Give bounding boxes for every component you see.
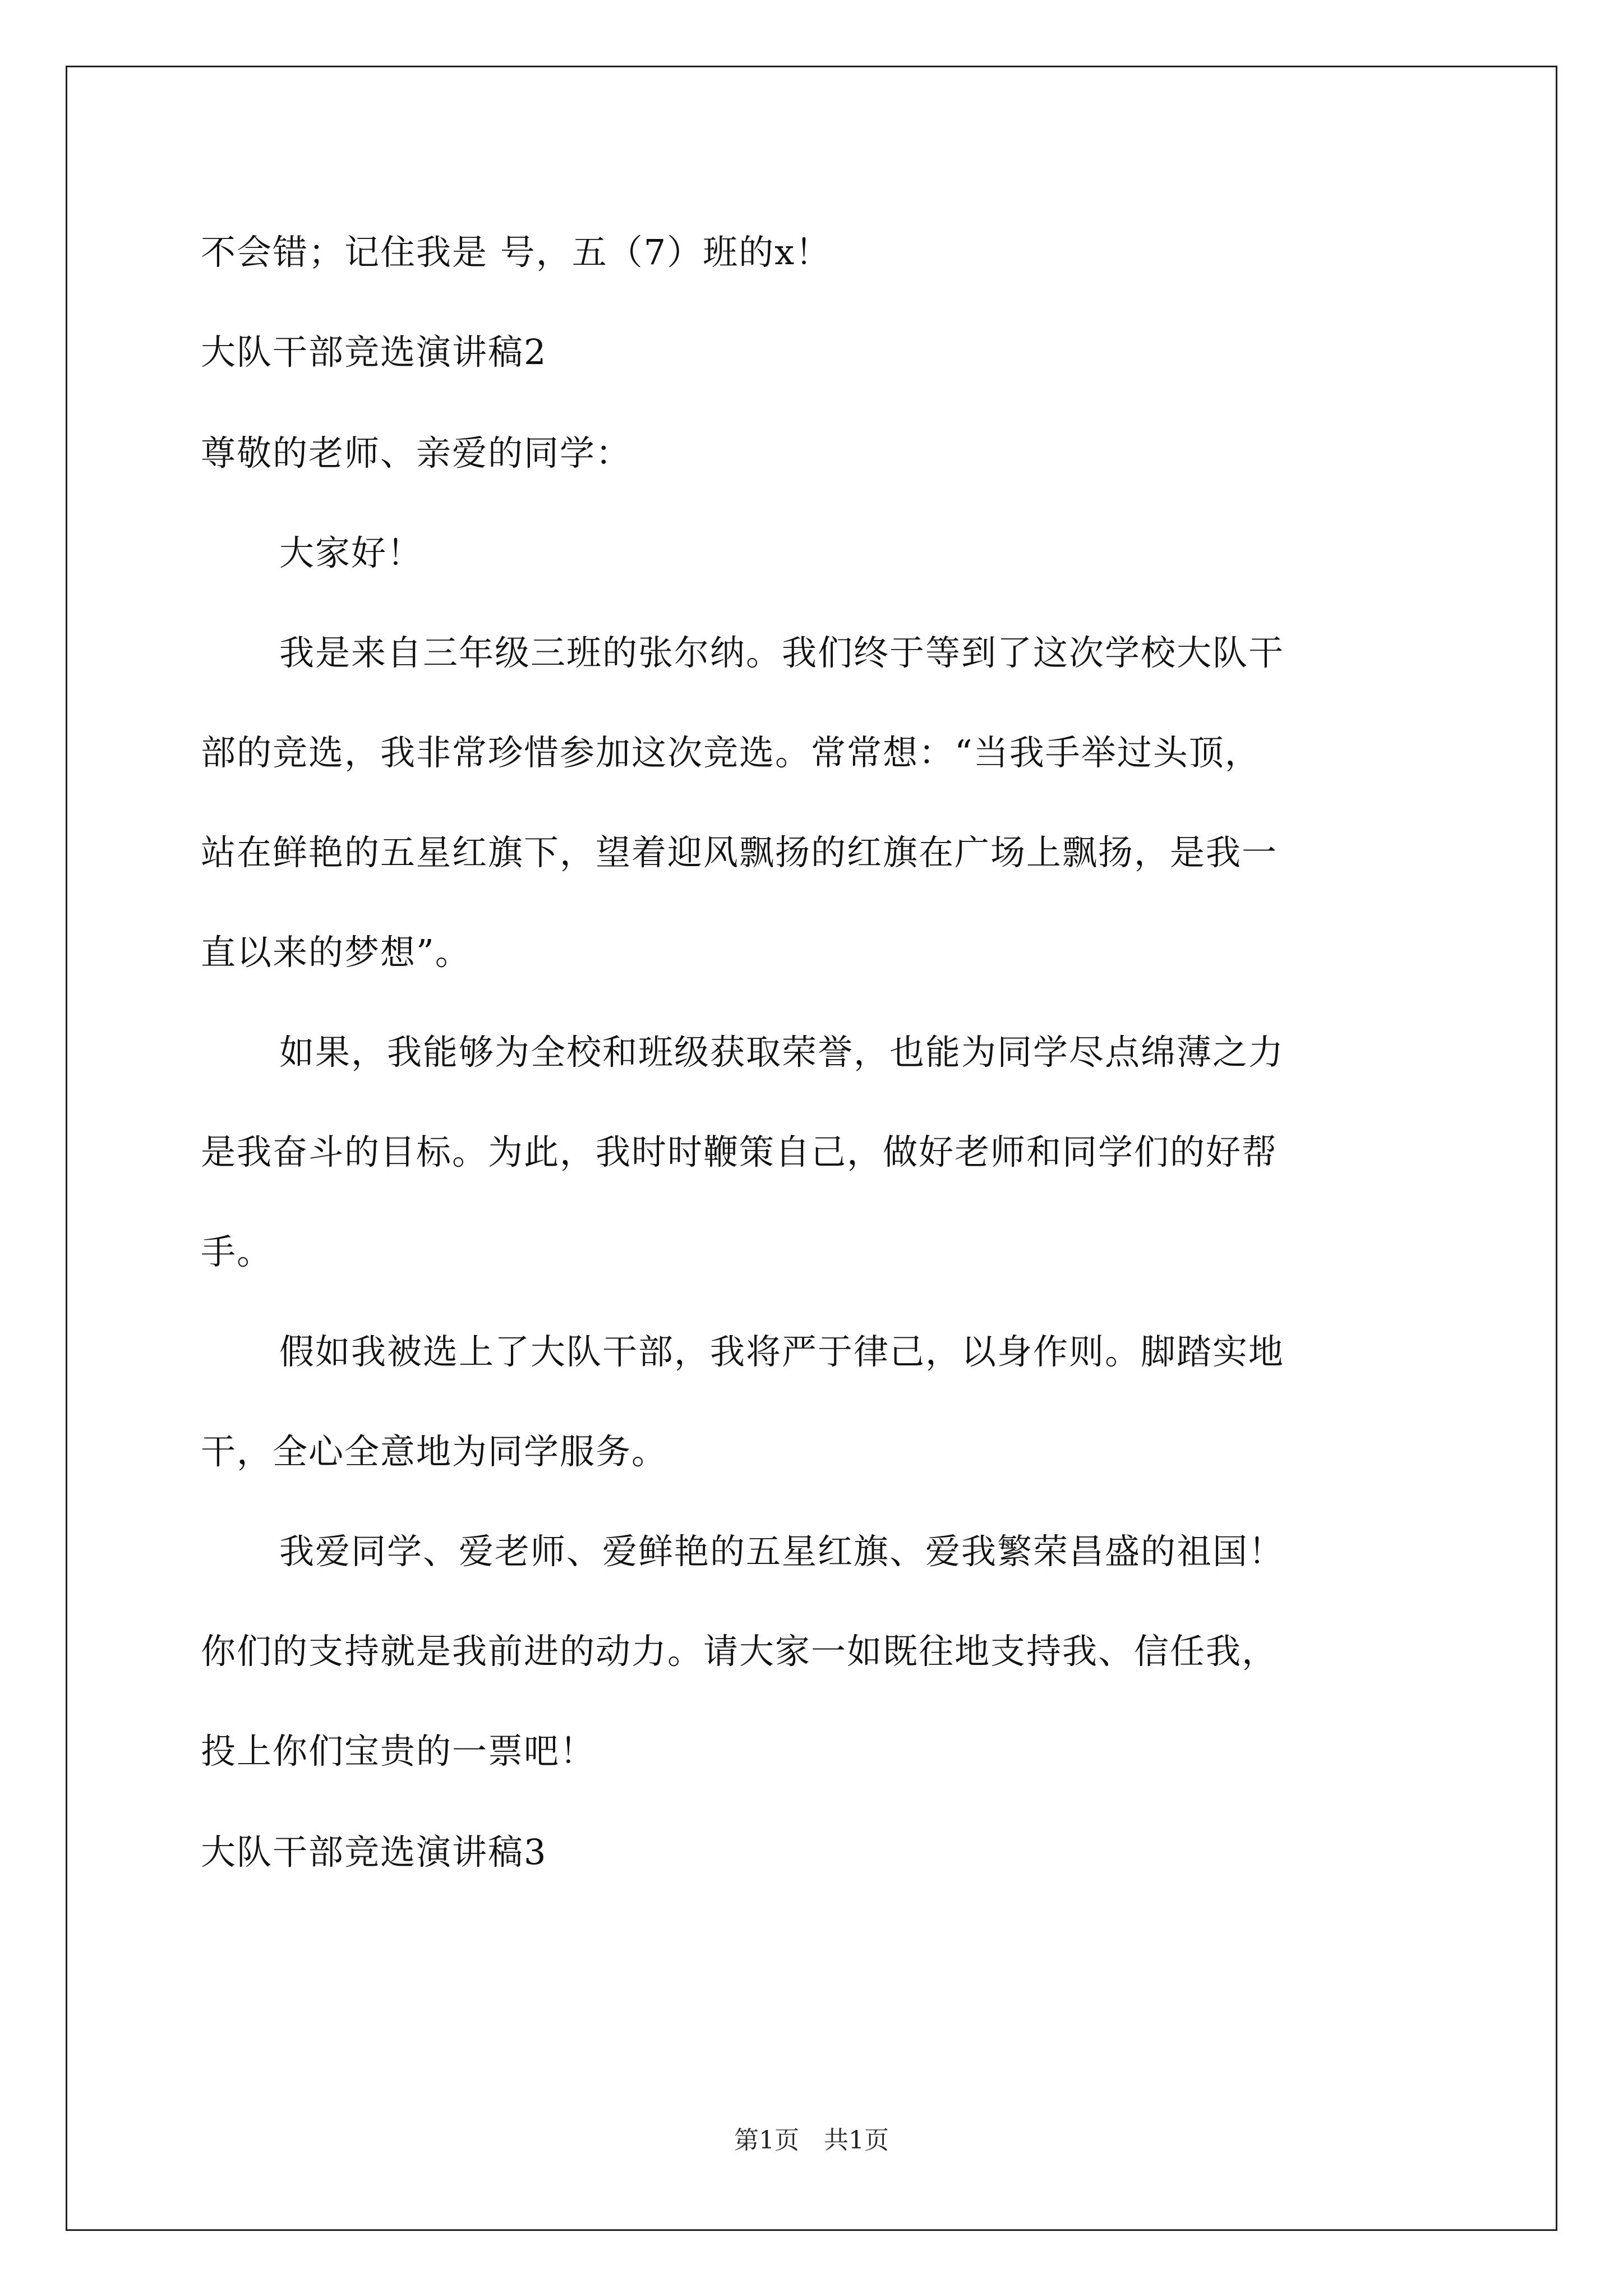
paragraph-line: 干，全心全意地为同学服务。 bbox=[201, 1431, 668, 1472]
paragraph-line: 投上你们宝贵的一票吧！ bbox=[201, 1731, 596, 1772]
paragraph-line: 假如我被选上了大队干部，我将严于律己，以身作则。脚踏实地 bbox=[279, 1331, 1285, 1372]
paragraph-line: 部的竞选，我非常珍惜参加这次竞选。常常想：“当我手举过头顶， bbox=[201, 732, 1261, 773]
paragraph-line: 如果，我能够为全校和班级获取荣誉，也能为同学尽点绵薄之力 bbox=[279, 1032, 1285, 1073]
section-heading: 大队干部竞选演讲稿3 bbox=[201, 1832, 547, 1872]
section-heading: 大队干部竞选演讲稿2 bbox=[201, 332, 547, 372]
paragraph-line: 我爱同学、爱老师、爱鲜艳的五星红旗、爱我繁荣昌盛的祖国！ bbox=[279, 1531, 1285, 1572]
paragraph-line: 直以来的梦想”。 bbox=[201, 932, 471, 973]
paragraph-line: 我是来自三年级三班的张尔纳。我们终于等到了这次学校大队干 bbox=[279, 632, 1285, 673]
page-footer: 第1页 共1页 bbox=[734, 2126, 889, 2155]
paragraph-line: 是我奋斗的目标。为此，我时时鞭策自己，做好老师和同学们的好帮 bbox=[201, 1131, 1278, 1172]
salutation: 尊敬的老师、亲爱的同学： bbox=[201, 432, 632, 473]
paragraph-line: 手。 bbox=[201, 1231, 273, 1272]
text-line: 不会错；记住我是 号，五（7）班的x！ bbox=[201, 232, 832, 273]
paragraph-line: 站在鲜艳的五星红旗下，望着迎风飘扬的红旗在广场上飘扬，是我一 bbox=[201, 832, 1278, 873]
paragraph-line: 你们的支持就是我前进的动力。请大家一如既往地支持我、信任我， bbox=[201, 1631, 1278, 1672]
greeting: 大家好！ bbox=[279, 532, 423, 573]
